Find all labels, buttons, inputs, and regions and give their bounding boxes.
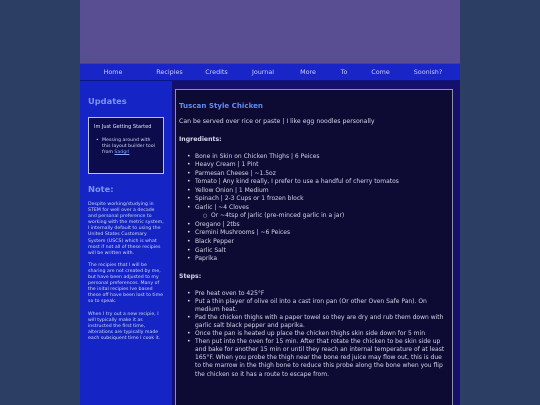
ingredient-item: • Tomato | Any kind really, I prefer to use a handful of cherry tomatos bbox=[179, 178, 448, 187]
recipe-panel[interactable] bbox=[175, 89, 453, 405]
ingredient-garlic: Garlic | ~4 Cloves bbox=[195, 203, 249, 211]
page-frame bbox=[80, 0, 460, 405]
note-paragraph: Despite working/studying in STEM for well over a decade and personal preference to working with the metric system, I internally default to using the United States Customary System (USCS) which is what most if not all of these recipies will be written with. bbox=[88, 202, 164, 256]
ingredient-item: • Heavy Cream | 1 Pint bbox=[179, 161, 448, 170]
updates-heading: Updates bbox=[88, 96, 127, 106]
recipe-intro: Can be served over rice or paste | I like egg noodles personally bbox=[179, 118, 375, 125]
updates-box bbox=[88, 117, 164, 174]
nav-home[interactable]: Home bbox=[103, 68, 123, 76]
ingredient-item: • Oregano | 2tbs bbox=[179, 221, 448, 230]
step-item: • Pad the chicken thighs with a paper towel so they are dry and rub them down with garlic salt black pepper and paprika. bbox=[179, 314, 448, 330]
ingredient-item: • Garlic Salt bbox=[179, 247, 448, 256]
sadgrl-link[interactable]: Sadgrl bbox=[114, 150, 130, 155]
nav-to[interactable]: To bbox=[340, 68, 348, 76]
step-item: • Pre heat oven to 425°F bbox=[179, 290, 448, 298]
sidebar bbox=[80, 81, 172, 405]
step-item: • Put a thin player of olive oil into a cast iron pan (Or other Oven Safe Pan). On medium heat. bbox=[179, 298, 448, 314]
note-paragraph: When I try out a new recipie, I will typically make it as instructed the first time, alterations are typically made each subsiquent time I cook it. bbox=[88, 311, 161, 341]
ingredient-item bbox=[179, 204, 448, 221]
nav-more[interactable]: More bbox=[300, 68, 316, 76]
ingredients-heading: Ingredients: bbox=[179, 135, 222, 143]
updates-box-title: Im Just Getting Started bbox=[94, 124, 152, 130]
ingredient-item: • Spinach | 2-3 Cups or 1 frozen block bbox=[179, 195, 448, 204]
note-paragraph: The recipies that I will be sharing are not created by me, but have been adjusted to my personal preferences. Many of the inital recipies Ive based these off have been lost to time so to speak. bbox=[88, 262, 164, 305]
recipe-title: Tuscan Style Chicken bbox=[179, 101, 263, 110]
ingredient-subitem: ○ Or ~4tsp of Jarlic (pre-minced garlic in a jar) bbox=[195, 212, 448, 221]
nav-come[interactable]: Come bbox=[371, 68, 390, 76]
ingredients-list bbox=[179, 153, 448, 264]
ingredient-item: • Paprika bbox=[179, 255, 448, 264]
ingredient-item: • Bone in Skin on Chicken Thighs | 6 Peices bbox=[179, 153, 448, 162]
note-heading: Note: bbox=[88, 184, 114, 194]
ingredient-item: • Black Pepper bbox=[179, 238, 448, 247]
header-banner bbox=[80, 0, 460, 63]
ingredient-item: • Yellow Onion | 1 Medium bbox=[179, 187, 448, 196]
nav-bar bbox=[80, 63, 460, 81]
updates-item-text: Messing around with this layout builder tool from bbox=[102, 138, 155, 155]
nav-credits[interactable]: Credits bbox=[205, 68, 228, 76]
ingredient-item: • Cremini Mushrooms | ~6 Peices bbox=[179, 229, 448, 238]
nav-soonish[interactable]: Soonish? bbox=[413, 68, 443, 76]
steps-list bbox=[179, 290, 448, 379]
garlic-sublist bbox=[195, 212, 448, 221]
step-item: • Then put into the oven for 15 min. After that rotate the chicken to be skin side up and bake for another 15 min or until they reach an internal temperature of at least 165°F. When you probe the thigh near the bone red juice may flow out, this is due to the marrow in the thigh bone to reduce this probe along the bone when you flip the chicken so it has a route to escape from. bbox=[179, 338, 448, 378]
ingredient-item: • Parmesan Cheese | ~1.5oz bbox=[179, 170, 448, 179]
steps-heading: Steps: bbox=[179, 272, 202, 280]
updates-list bbox=[94, 138, 158, 156]
nav-journal[interactable]: Journal bbox=[251, 68, 275, 76]
updates-list-item bbox=[94, 138, 158, 156]
nav-recipies[interactable]: Recipies bbox=[156, 68, 183, 76]
step-item: • Once the pan is heated up place the chicken thighs skin side down for 5 min bbox=[179, 330, 448, 338]
